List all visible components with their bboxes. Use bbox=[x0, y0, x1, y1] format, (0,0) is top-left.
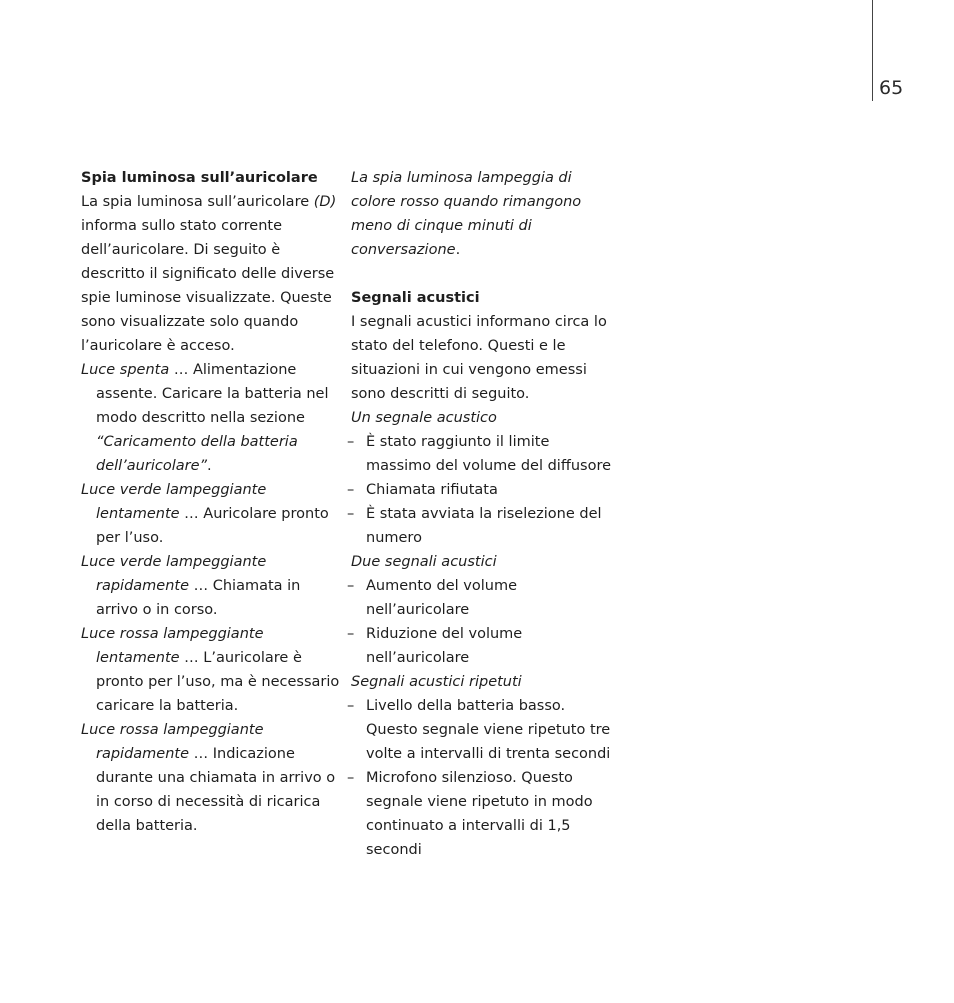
low-battery-note: La spia luminosa lampeggia di colore rosso quando rimangono meno di cinque minuti di conversazione. bbox=[351, 170, 582, 258]
dash-bullet: – bbox=[347, 434, 355, 450]
list-item: – È stato raggiunto il limite massimo del volume del diffusore bbox=[351, 430, 613, 478]
led-entry-red-slow: Luce rossa lampeggiante lentamente … L’auricolare è pronto per l’uso, ma è necessario caricare la batteria. bbox=[81, 626, 340, 714]
dash-bullet: – bbox=[347, 578, 355, 594]
dash-bullet: – bbox=[347, 482, 355, 498]
tone-group-title-double: Due segnali acustici bbox=[351, 554, 497, 570]
list-item: – È stata avviata la riselezione del numero bbox=[351, 502, 613, 550]
tones-intro-paragraph: I segnali acustici informano circa lo stato del telefono. Questi e le situazioni in cui vengono emessi sono descritti di seguito. bbox=[351, 314, 607, 402]
list-item: – Riduzione del volume nell’auricolare bbox=[351, 622, 613, 670]
led-entry-green-fast: Luce verde lampeggiante rapidamente … Chiamata in arrivo o in corso. bbox=[81, 554, 301, 618]
list-item: – Aumento del volume nell’auricolare bbox=[351, 574, 613, 622]
led-entry-off: Luce spenta … Alimentazione assente. Caricare la batteria nel modo descritto nella sezione “Caricamento della batteria dell’auricolare”. bbox=[81, 362, 329, 474]
tone-group-title-single: Un segnale acustico bbox=[351, 410, 497, 426]
led-entry-green-slow: Luce verde lampeggiante lentamente … Auricolare pronto per l’uso. bbox=[81, 482, 329, 546]
dash-bullet: – bbox=[347, 506, 355, 522]
dash-bullet: – bbox=[347, 770, 355, 786]
led-intro-paragraph: La spia luminosa sull’auricolare (D) informa sullo stato corrente dell’auricolare. Di seguito è descritto il significato delle diverse spie luminose visualizzate. Queste sono visualizzate solo quando l’auricolare è acceso. bbox=[81, 194, 337, 354]
led-entry-red-fast: Luce rossa lampeggiante rapidamente … Indicazione durante una chiamata in arrivo o in corso di necessità di ricarica della batteria. bbox=[81, 722, 336, 834]
list-item: – Microfono silenzioso. Questo segnale viene ripetuto in modo continuato a intervalli di 1,5 secondi bbox=[351, 766, 613, 862]
dash-bullet: – bbox=[347, 698, 355, 714]
page-margin-rule bbox=[872, 0, 873, 101]
dash-bullet: – bbox=[347, 626, 355, 642]
paragraph-spacer bbox=[351, 262, 613, 286]
page-number: 65 bbox=[879, 77, 904, 99]
tone-group-title-repeated: Segnali acustici ripetuti bbox=[351, 674, 522, 690]
list-item: – Chiamata rifiutata bbox=[351, 478, 613, 502]
section-heading-tones: Segnali acustici bbox=[351, 290, 480, 306]
left-column bbox=[81, 166, 343, 838]
section-heading-led: Spia luminosa sull’auricolare bbox=[81, 170, 318, 186]
right-column bbox=[347, 166, 613, 862]
list-item: – Livello della batteria basso. Questo segnale viene ripetuto tre volte a intervalli di trenta secondi bbox=[351, 694, 613, 766]
